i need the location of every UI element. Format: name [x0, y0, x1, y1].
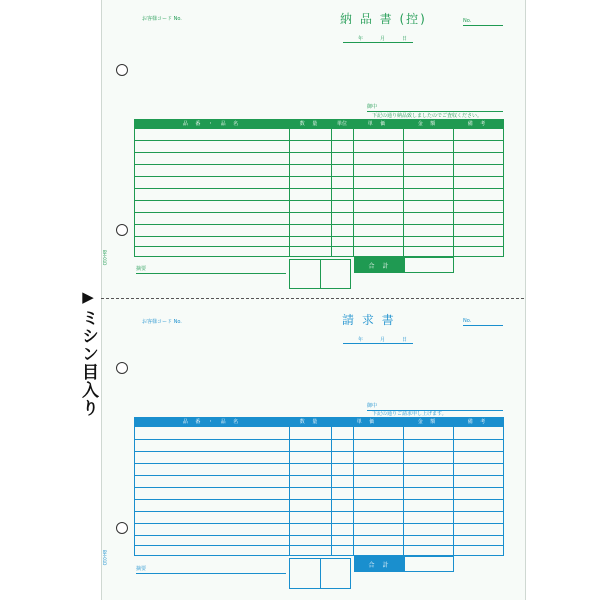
- recipient-suffix: 御中: [367, 403, 378, 409]
- punch-hole-1: [116, 64, 128, 76]
- header-remarks: 備 考: [467, 121, 489, 127]
- form-code: BH-01D: [102, 550, 107, 566]
- form-title: 請 求 書: [342, 313, 396, 327]
- header-unit-price: 単 価: [367, 121, 389, 127]
- remarks-line: [136, 273, 286, 274]
- header-quantity: 数 量: [299, 121, 321, 127]
- date-line: [343, 42, 413, 43]
- perforation-line: [101, 298, 524, 299]
- header-unit: 単位: [336, 121, 347, 127]
- client-code-label: お客様コード No.: [142, 16, 182, 22]
- header-unit-price: 単 価: [356, 419, 378, 425]
- number-label: No.: [463, 18, 472, 24]
- stamp-box: [289, 259, 351, 289]
- items-table: [134, 417, 504, 556]
- delivery-message: 下記の通り納品致しましたのでご査収ください。: [372, 113, 483, 119]
- number-label: No.: [463, 318, 472, 324]
- punch-hole-3: [116, 362, 128, 374]
- stamp-box: [289, 558, 351, 589]
- number-line: [463, 325, 503, 326]
- triangle-right-icon: ▶: [82, 288, 94, 306]
- punch-hole-2: [116, 224, 128, 236]
- recipient-suffix: 御中: [367, 104, 378, 110]
- perforation-note-text: ミシン目入り: [78, 309, 98, 417]
- header-amount: 金 額: [417, 121, 439, 127]
- remarks-line: [136, 573, 286, 574]
- items-table: [134, 119, 504, 257]
- punch-hole-4: [116, 522, 128, 534]
- header-item-name: 品 番 ・ 品 名: [182, 121, 242, 127]
- number-line: [463, 25, 503, 26]
- perforation-note: [76, 290, 100, 417]
- invoice-message: 下記の通りご請求申し上げます。: [372, 411, 447, 417]
- total-box: [354, 257, 454, 273]
- client-code-label: お客様コード No.: [142, 319, 182, 325]
- remarks-label: 摘要: [136, 266, 147, 272]
- table-header: [135, 120, 503, 129]
- date-label: 年 月 日: [358, 36, 414, 42]
- header-quantity: 数 量: [299, 419, 321, 425]
- header-remarks: 備 考: [467, 419, 489, 425]
- date-line: [343, 343, 413, 344]
- total-label: 合 計: [368, 263, 392, 270]
- table-header: [135, 418, 503, 427]
- remarks-label: 摘要: [136, 566, 147, 572]
- header-amount: 金 額: [417, 419, 439, 425]
- date-label: 年 月 日: [358, 337, 414, 343]
- header-item-name: 品 番 ・ 品 名: [182, 419, 242, 425]
- total-label: 合 計: [368, 562, 392, 569]
- form-code: BH-01D: [102, 250, 107, 266]
- form-title: 納 品 書 (控): [340, 12, 427, 26]
- total-box: [354, 556, 454, 572]
